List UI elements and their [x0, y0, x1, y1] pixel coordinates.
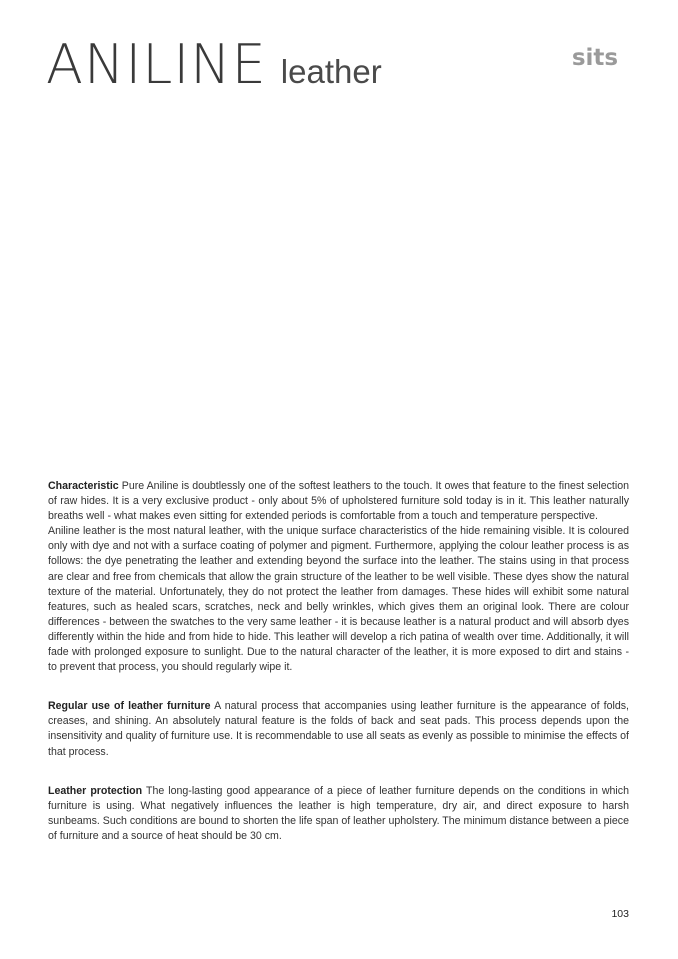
logo-text: sits	[571, 46, 619, 70]
paragraph-text: Aniline leather is the most natural leather, with the unique surface characteristics of the hide remaining visible. It is coloured only with dye and not with a surface coating of polymer and pigment. Furthermore, applying the colour leather process is as follows: the dye penetrating the leather and extending beyond the surface into the leather. The stains using in that process are clear and free from chemicals that allow the grain structure of the leather to be well visible. These dyes show the natural texture of the material. Unfortunately, they do not protect the leather from damages. These hides will exhibit some natural features, such as healed scars, scratches, neck and belly wrinkles, which gives them an original look. There are colour differences - between the swatches to the very same leather - it is because leather is a natural product and will absorb dyes differently within the hide and from hide to hide. This leather will develop a rich patina of wealth over time. Additionally, it will fade with prolonged exposure to sunlight. Due to the natural character of the leather, it is more exposed to dirt and stains - to prevent that process, you should regularly wipe it.	[48, 525, 629, 674]
paragraph-text: A natural process that accompanies using leather furniture is the appearance of folds, creases, and shining. An absolutely natural feature is the folds of back and seat pads. This process depends upon the insensitivity and quality of furniture use. It is recommendable to use all seats as evenly as possible to minimise the effects of that process.	[48, 700, 630, 758]
paragraph-text: Pure Aniline is doubtlessly one of the softest leathers to the touch. It owes that feature to the finest selection of raw hides. It is a very exclusive product - only about 5% of upholstered furniture sold today is in it. This leather naturally breaths well - what makes even sitting for extended periods is comfortable from a touch and temperature perspective.	[48, 480, 629, 523]
section-regular-use	[48, 699, 629, 759]
paragraph-text: The long-lasting good appearance of a piece of leather furniture depends on the conditions in which furniture is using. What negatively influences the leather is high temperature, dry air, and direct exposure to harsh sunbeams. Such conditions are bound to shorten the life span of leather upholstery. The minimum distance between a piece of furniture and a source of heat should be 30 cm.	[48, 784, 629, 842]
body-text	[48, 479, 629, 844]
paragraph	[48, 524, 629, 675]
paragraph	[48, 479, 629, 524]
section-heading: Characteristic	[48, 480, 119, 492]
paragraph	[48, 784, 629, 844]
page-title	[46, 33, 382, 96]
paragraph	[48, 699, 629, 759]
title-main: ANILINE	[46, 33, 267, 96]
page-number: 103	[611, 908, 629, 920]
sits-logo	[561, 46, 629, 70]
section-heading: Regular use of leather furniture	[48, 700, 211, 713]
section-heading: Leather protection	[48, 784, 143, 797]
section-leather-protection	[48, 784, 629, 844]
section-characteristic	[48, 479, 629, 675]
title-sub: leather	[280, 53, 382, 90]
